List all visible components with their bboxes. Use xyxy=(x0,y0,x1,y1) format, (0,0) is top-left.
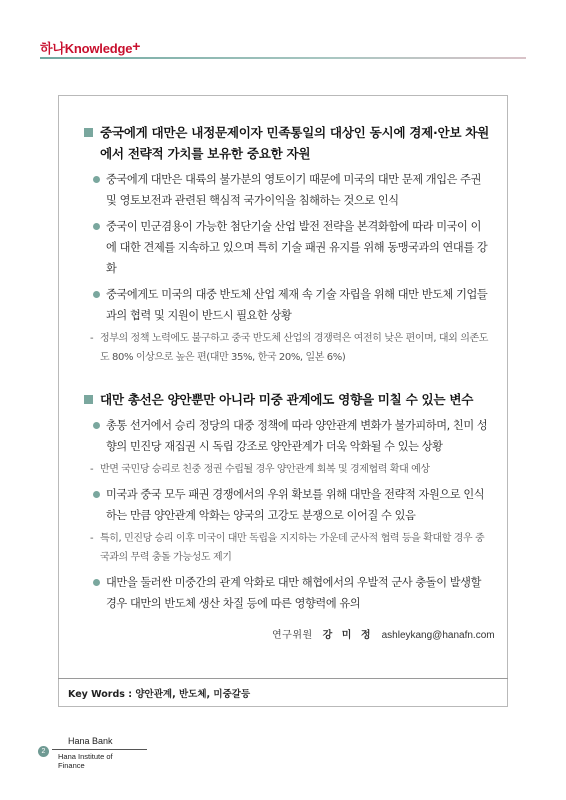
square-bullet-icon xyxy=(84,395,93,404)
square-bullet-icon xyxy=(84,128,93,137)
hana-knowledge-logo xyxy=(40,38,140,57)
section-heading: 대만 총선은 양안뿐만 아니라 미중 관계에도 영향을 미칠 수 있는 변수 xyxy=(80,389,490,410)
bullet-item: 중국에게 대만은 대륙의 불가분의 영토이기 때문에 미국의 대만 문제 개입은 주권 및 영토보전과 관련된 핵심적 국가이익을 침해하는 것으로 인식 xyxy=(80,169,490,211)
keywords-divider xyxy=(58,678,508,679)
footer-institute: Hana Institute of Finance xyxy=(58,752,113,770)
author-role: 연구위원 xyxy=(272,630,313,641)
footer-bank: Hana Bank xyxy=(68,736,113,746)
sub-item: - 정부의 정책 노력에도 불구하고 중국 반도체 산업의 경쟁력은 여전히 낮은 편이며, 대외 의존도도 80% 이상으로 높은 편(대만 35%, 한국 20%, 일본 6%) xyxy=(90,333,489,363)
footer xyxy=(38,736,138,770)
page-number: 2 xyxy=(38,746,49,757)
circle-bullet-icon xyxy=(93,491,100,498)
circle-bullet-icon xyxy=(93,223,100,230)
circle-bullet-icon xyxy=(93,422,100,429)
footer-divider xyxy=(52,749,147,750)
circle-bullet-icon xyxy=(93,176,100,183)
author-name: 강 미 정 xyxy=(322,630,374,641)
circle-bullet-icon xyxy=(93,579,100,586)
section-taiwan-election xyxy=(80,389,490,614)
author-line xyxy=(272,626,495,641)
circle-bullet-icon xyxy=(93,291,100,298)
logo-plus: + xyxy=(132,38,141,54)
section-heading: 중국에게 대만은 내정문제이자 민족통일의 대상인 동시에 경제·안보 차원에서 전략적 가치를 보유한 중요한 자원 xyxy=(80,122,490,164)
author-email: ashleykang@hanafn.com xyxy=(381,630,495,641)
bullet-item: 중국에게도 미국의 대중 반도체 산업 제재 속 기술 자립을 위해 대만 반도체 기업들과의 협력 및 지원이 반드시 필요한 상황 xyxy=(80,284,490,326)
bullet-item: 대만을 둘러싼 미중간의 관계 악화로 대만 해협에서의 우발적 군사 충돌이 발생할 경우 대만의 반도체 생산 차질 등에 따른 영향력에 유의 xyxy=(80,572,490,614)
logo-text: 하나Knowledge xyxy=(40,41,133,56)
bullet-item: 총통 선거에서 승리 정당의 대중 정책에 따라 양안관계 변화가 불가피하며, 친미 성향의 민진당 재집권 시 독립 강조로 양안관계가 더욱 악화될 수 있는 상황 xyxy=(80,415,490,457)
header-divider xyxy=(40,57,526,59)
section-taiwan-value xyxy=(80,122,490,367)
bullet-item: 중국이 민군겸용이 가능한 첨단기술 산업 발전 전략을 본격화함에 따라 미국이 이에 대한 견제를 지속하고 있으며 특히 기술 패권 유지를 위해 동맹국과의 연대를 강화 xyxy=(80,216,490,279)
sub-item: - 반면 국민당 승리로 친중 정권 수립될 경우 양안관계 회복 및 경제협력 확대 예상 xyxy=(90,464,430,475)
bullet-item: 미국과 중국 모두 패권 경쟁에서의 우위 확보를 위해 대만을 전략적 자원으로 인식하는 만큼 양안관계 악화는 양국의 고강도 분쟁으로 이어질 수 있음 xyxy=(80,484,490,526)
summary-content xyxy=(80,122,490,636)
sub-item: - 특히, 민진당 승리 이후 미국이 대만 독립을 지지하는 가운데 군사적 협력 등을 확대할 경우 중국과의 무력 충돌 가능성도 제기 xyxy=(90,533,485,563)
keywords: Key Words : 양안관계, 반도체, 미중갈등 xyxy=(68,689,251,700)
